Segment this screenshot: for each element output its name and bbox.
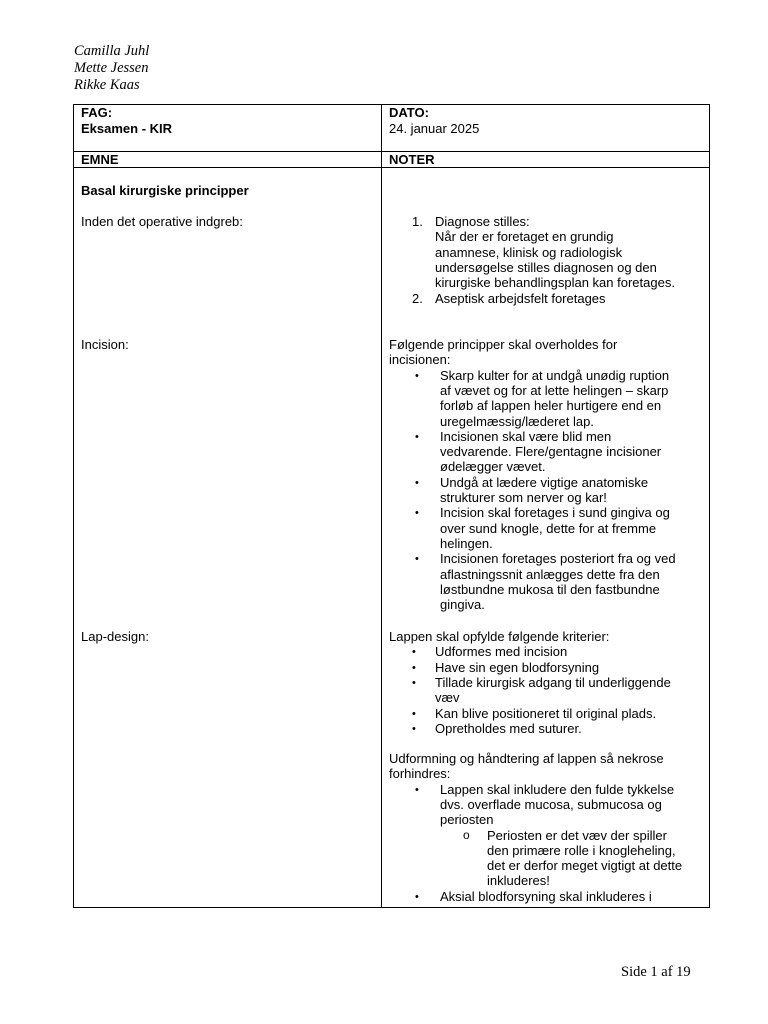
- noter-label: NOTER: [389, 152, 435, 167]
- bullet-text: Incision skal foretages i sund gingiva og: [440, 505, 670, 521]
- page-number: Side 1 af 19: [621, 964, 691, 980]
- sub-bullet-text: Periosten er det væv der spiller: [487, 827, 667, 843]
- bullet-text: af vævet og for at lette helingen – skarp: [440, 382, 669, 398]
- bullet-icon: •: [415, 476, 419, 489]
- notes-table: [73, 104, 710, 908]
- bullet-text: Undgå at lædere vigtige anatomiske: [440, 474, 649, 490]
- bullet-text: Skarp kulter for at undgå unødig ruption: [440, 367, 670, 383]
- bullet-icon: •: [412, 676, 416, 689]
- bullet-icon: •: [412, 707, 416, 720]
- author-name: Mette Jessen: [74, 60, 149, 76]
- paragraph-text: forhindres:: [389, 766, 451, 782]
- bullet-text: strukturer som nerver og kar!: [440, 490, 607, 505]
- list-item-text: Aseptisk arbejdsfelt foretages: [435, 290, 606, 306]
- topic-lapdesign: Lap-design:: [81, 629, 149, 644]
- bullet-text: Udformes med incision: [435, 644, 568, 660]
- paragraph-text: Udformning og håndtering af lappen så nekrose: [389, 751, 664, 766]
- bullet-icon: •: [415, 430, 419, 443]
- bullet-icon: •: [412, 646, 416, 659]
- sub-bullet-text: den primære rolle i knogleheling,: [487, 842, 676, 858]
- bullet-text: Lappen skal inkludere den fulde tykkelse: [440, 781, 675, 797]
- bullet-text: Opretholdes med suturer.: [435, 720, 582, 736]
- list-item-text: Når der er foretaget en grundig: [435, 229, 614, 245]
- topic-incision: Incision:: [81, 337, 129, 352]
- list-item-text: anamnese, klinisk og radiologisk: [435, 244, 623, 260]
- bullet-text: væv: [435, 690, 460, 706]
- bullet-icon: •: [415, 783, 419, 796]
- list-item-text: undersøgelse stilles diagnosen og den: [435, 259, 657, 275]
- bullet-text: forløb af lappen heler hurtigere end en: [440, 398, 662, 414]
- bullet-text: Incisionen foretages posteriort fra og ved: [440, 551, 676, 567]
- bullet-text: Incisionen skal være blid men: [440, 428, 612, 444]
- list-number: 1.: [412, 214, 423, 229]
- bullet-icon: •: [415, 507, 419, 520]
- bullet-text: uregelmæssig/læderet lap.: [440, 413, 594, 429]
- fag-value: Eksamen - KIR: [81, 121, 173, 136]
- bullet-text: aflastningssnit anlægges dette fra den: [440, 566, 660, 582]
- bullet-text: over sund knogle, dette for at fremme: [440, 520, 657, 536]
- bullet-icon: •: [415, 890, 419, 903]
- bullet-text: vedvarende. Flere/gentagne incisioner: [440, 444, 662, 460]
- fag-label: FAG:: [81, 105, 113, 120]
- sub-bullet-text: inkluderes!: [487, 873, 550, 889]
- bullet-icon: •: [415, 369, 419, 382]
- list-item-text: kirurgiske behandlingsplan kan foretages.: [435, 275, 675, 291]
- bullet-text: ødelægger vævet.: [440, 459, 546, 475]
- paragraph-text: Lappen skal opfylde følgende kriterier:: [389, 629, 610, 644]
- bullet-icon: •: [412, 661, 416, 674]
- bullet-text: periosten: [440, 812, 494, 828]
- dato-label: DATO:: [389, 105, 429, 120]
- bullet-text: Tillade kirurgisk adgang til underliggende: [435, 674, 671, 690]
- bullet-text: løstbundne mukosa til den fastbundne: [440, 581, 660, 597]
- bullet-icon: •: [412, 722, 416, 735]
- topic-before: Inden det operative indgreb:: [81, 214, 243, 229]
- paragraph-text: Følgende principper skal overholdes for: [389, 337, 618, 352]
- bullet-text: dvs. overflade mucosa, submucosa og: [440, 796, 662, 812]
- list-item-text: Diagnose stilles:: [435, 214, 530, 229]
- bullet-text: helingen.: [440, 535, 493, 551]
- bullet-text: Kan blive positioneret til original plads.: [435, 705, 657, 721]
- bullet-icon: •: [415, 553, 419, 566]
- author-name: Rikke Kaas: [74, 77, 140, 93]
- column-divider: [381, 105, 382, 907]
- bullet-text: gingiva.: [440, 597, 485, 613]
- author-list: [74, 43, 149, 94]
- sub-bullet-text: det er derfor meget vigtigt at dette: [487, 858, 683, 874]
- list-number: 2.: [412, 290, 423, 306]
- paragraph-text: incisionen:: [389, 352, 451, 368]
- emne-label: EMNE: [81, 152, 119, 167]
- bullet-text: Aksial blodforsyning skal inkluderes i: [440, 888, 652, 904]
- author-name: Camilla Juhl: [74, 43, 150, 59]
- section-title: Basal kirurgiske principper: [81, 183, 249, 198]
- bullet-text: Have sin egen blodforsyning: [435, 659, 600, 675]
- dato-value: 24. januar 2025: [389, 121, 480, 136]
- sub-bullet-icon: o: [463, 827, 470, 842]
